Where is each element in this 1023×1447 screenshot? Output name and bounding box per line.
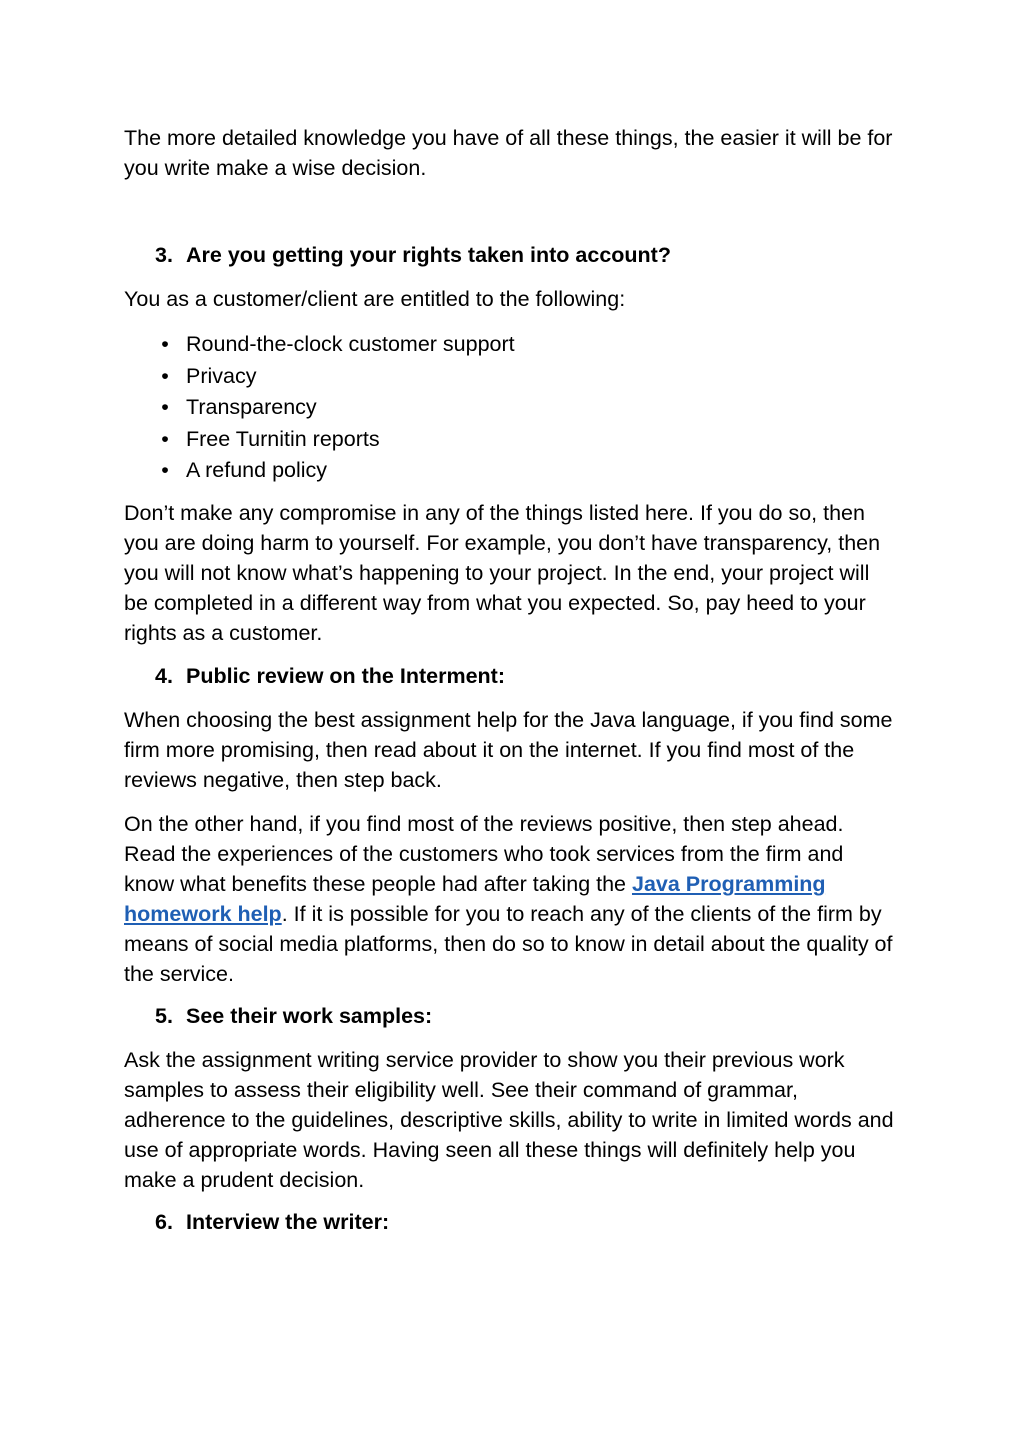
section-6-heading <box>124 1207 894 1237</box>
section-3-intro: You as a customer/client are entitled to the following: <box>124 287 626 311</box>
bullet-icon: • <box>161 332 169 356</box>
section-5-heading <box>124 1001 894 1031</box>
section-title: Interview the writer: <box>186 1210 390 1234</box>
section-4-paragraph-1: When choosing the best assignment help for the Java language, if you find some firm more promising, then read about it on the internet. If you find most of the reviews negative, then step back. <box>124 708 893 792</box>
section-3-paragraph: Don’t make any compromise in any of the things listed here. If you do so, then you are doing harm to yourself. For example, you don’t have transparency, then you will not know what’s happening to your project. In the end, your project will be completed in a different way from what you expected. So, pay heed to your rights as a customer. <box>124 501 881 645</box>
section-4-paragraph-2 <box>124 809 894 989</box>
java-programming-homework-help-link[interactable]: Java Programming homework help <box>124 872 826 926</box>
section-title: Are you getting your rights taken into account? <box>186 243 671 267</box>
section-4-heading <box>124 661 894 691</box>
bullet-icon: • <box>161 363 169 388</box>
section-title: Public review on the Interment: <box>186 664 505 688</box>
bullet-icon: • <box>161 426 169 451</box>
section-3-heading <box>124 240 894 270</box>
list-item-label: Privacy <box>186 363 257 388</box>
section-title: See their work samples: <box>186 1004 433 1028</box>
list-item-label: Round-the-clock customer support <box>186 332 515 356</box>
paragraph-text: On the other hand, if you find most of the reviews positive, then step ahead. Read the experiences of the customers who took services from the firm and know what benefits these people had after taking the <box>124 812 844 896</box>
list-item-label: Free Turnitin reports <box>186 426 380 451</box>
bullet-icon: • <box>161 458 169 482</box>
section-number: 5. <box>155 1004 173 1028</box>
section-5-paragraph: Ask the assignment writing service provider to show you their previous work samples to assess their eligibility well. See their command of grammar, adherence to the guidelines, descriptive skills, ability to write in limited words and use of appropriate words. Having seen all these things will definitely help you make a prudent decision. <box>124 1048 894 1192</box>
section-number: 6. <box>155 1210 173 1234</box>
section-number: 3. <box>155 243 173 267</box>
list-item-label: A refund policy <box>186 458 328 482</box>
paragraph-text: . If it is possible for you to reach any of the clients of the firm by means of social media platforms, then do so to know in detail about the quality of the service. <box>124 902 893 986</box>
bullet-icon: • <box>161 395 169 419</box>
intro-paragraph: The more detailed knowledge you have of all these things, the easier it will be for you write make a wise decision. <box>124 126 893 180</box>
list-item-label: Transparency <box>186 395 317 419</box>
section-number: 4. <box>155 664 173 688</box>
rights-list <box>124 329 894 489</box>
